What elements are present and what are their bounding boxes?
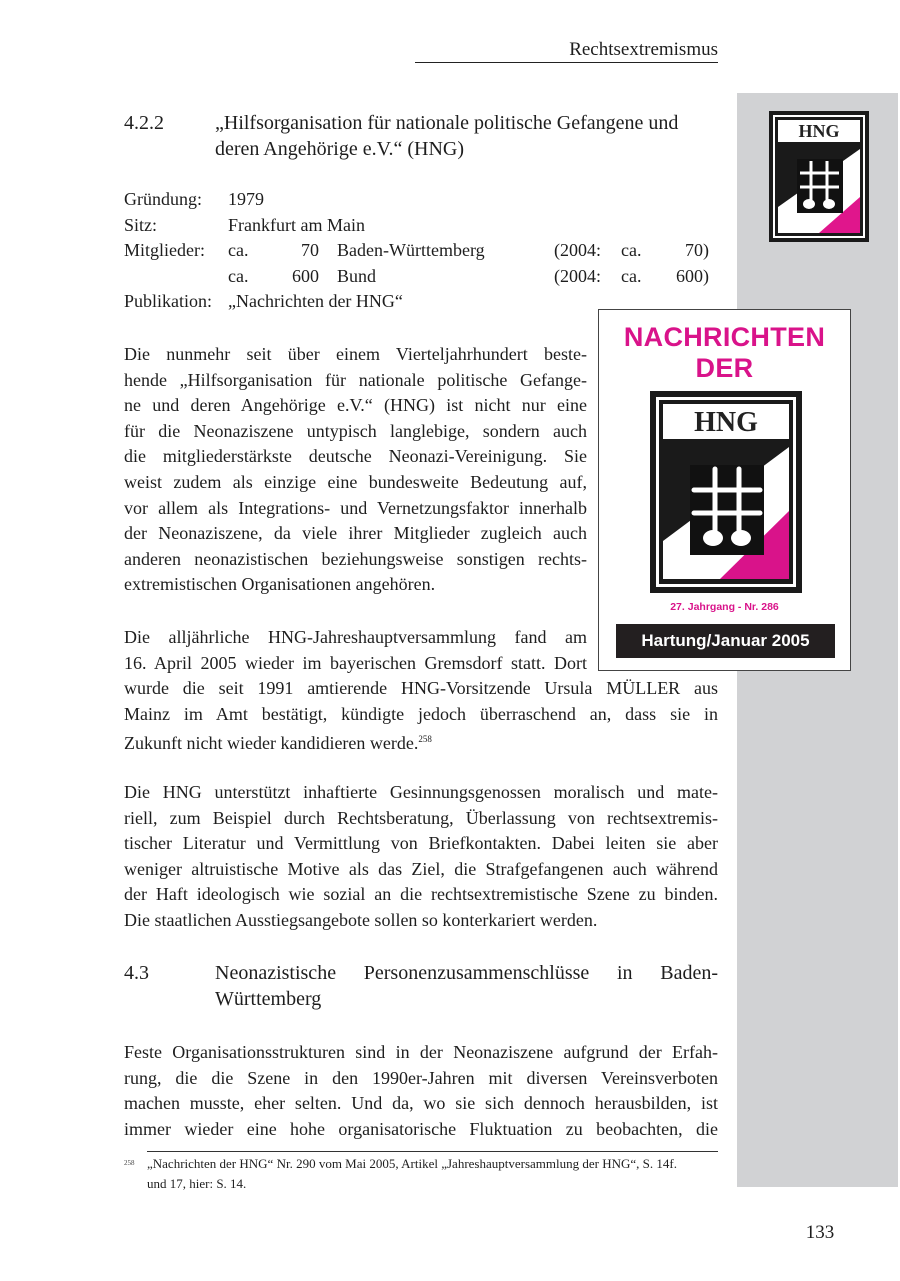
text-line: machen musste, eher selten. Und da, wo sie sich dennoch herausbilden, ist — [124, 1093, 718, 1114]
section-title — [215, 110, 720, 162]
text-line: riell, zum Beispiel durch Rechtsberatung, Überlassung von rechtsextremis- — [124, 807, 718, 828]
text-line: der Neonaziszene, da viele ihrer Mitglieder zugleich auch — [124, 523, 587, 544]
section-title-line: Württemberg — [215, 988, 322, 1010]
fact-label: Mitglieder: — [124, 240, 205, 260]
footnote-number: 258 — [124, 1159, 135, 1167]
section-number: 4.2.2 — [124, 112, 164, 134]
paragraph-1 — [124, 342, 587, 598]
hng-emblem-icon — [769, 111, 869, 242]
running-header: Rechtsextremismus — [569, 39, 718, 60]
fact-label: Gründung: — [124, 189, 202, 209]
text-line: Die nunmehr seit über einem Vierteljahrhundert beste- — [124, 344, 587, 364]
fact-value: Frankfurt am Main — [228, 214, 365, 235]
svg-text:HNG: HNG — [798, 121, 840, 141]
fact-value: 1979 — [228, 189, 264, 209]
header-rule — [415, 62, 718, 63]
text-line: der Haft ideologisch wie sozial an die rechtsextremistische Szene zu binden. — [124, 884, 718, 905]
hng-logo-small — [769, 111, 869, 242]
text-line: wurde die seit 1991 amtierende HNG-Vorsitzende Ursula MÜLLER aus — [124, 678, 718, 698]
text-line: tischer Literatur und Vermittlung von Briefkontakten. Dabei leiten sie aber — [124, 833, 718, 854]
text-line: rung, die die Szene in den 1990er-Jahren mit diversen Vereinsverboten — [124, 1067, 718, 1088]
fact-region: Baden-Württemberg — [337, 240, 485, 260]
fact-ca: ca. — [228, 265, 249, 286]
section-title-line: „Hilfsorganisation für nationale politische Gefangene und — [215, 112, 679, 134]
fact-value: „Nachrichten der HNG“ — [228, 291, 403, 311]
paragraph-2-continued — [124, 676, 718, 757]
footnote-text — [147, 1154, 718, 1194]
footnote-rule — [147, 1151, 718, 1152]
fact-prev-count: 600) — [676, 265, 709, 286]
text-line: Die alljährliche HNG-Jahreshauptversammlung fand am — [124, 627, 587, 647]
hng-emblem-icon — [650, 391, 802, 593]
text-line-with-footnote: Zukunft nicht wieder kandidieren werde.$^{258}$ — [124, 733, 432, 754]
text-line: Mainz im Amt bestätigt, kündigte jedoch überraschend an, dass sie in — [124, 703, 718, 724]
text-line: Die staatlichen Ausstiegsangebote sollen so konterkariert werden. — [124, 909, 598, 930]
text-line: immer wieder eine hohe organisatorische Fluktuation zu beobachten, die — [124, 1118, 718, 1139]
text-line: anderen neonazistischen beziehungsweise sonstigen rechts- — [124, 548, 587, 569]
cover-title-line2: DER — [695, 353, 754, 383]
paragraph-2 — [124, 625, 587, 676]
text-line: ne und deren Angehörige e.V.“ (HNG) ist nicht nur eine — [124, 395, 587, 416]
section-title-line: deren Angehörige e.V.“ (HNG) — [215, 138, 464, 160]
fact-count: 70 — [301, 240, 319, 260]
text-line: extremistischen Organisationen angehören. — [124, 574, 436, 595]
cover-date: Hartung/Januar 2005 — [616, 624, 835, 658]
cover-issue-number: 27. Jahrgang - Nr. 286 — [670, 601, 779, 613]
footnote-line: und 17, hier: S. 14. — [147, 1176, 247, 1191]
fact-prev-year: (2004: — [554, 240, 601, 260]
page-number: 133 — [805, 1222, 835, 1243]
fact-count: 600 — [292, 265, 319, 286]
fact-prev-ca: ca. — [621, 240, 642, 260]
text-line: Die HNG unterstützt inhaftierte Gesinnungsgenossen moralisch und mate- — [124, 782, 718, 802]
section-title — [215, 960, 718, 1012]
text-line: weniger altruistische Motive als das Ziel, die Strafgefangenen auch während — [124, 858, 718, 879]
fact-label: Sitz: — [124, 214, 158, 235]
fact-label: Publikation: — [124, 291, 213, 311]
fact-prev-count: 70) — [685, 240, 709, 260]
section-title-line: Neonazistische Personenzusammenschlüsse in Baden- — [215, 962, 718, 984]
fact-region: Bund — [337, 265, 377, 286]
fact-prev-ca: ca. — [621, 265, 642, 286]
paragraph-3 — [124, 780, 718, 934]
fact-prev-year: (2004: — [554, 265, 601, 286]
text-line: 16. April 2005 wieder im bayerischen Gremsdorf statt. Dort — [124, 652, 587, 673]
section-number: 4.3 — [124, 962, 149, 984]
text-line: Feste Organisationsstrukturen sind in der Neonaziszene aufgrund der Erfah- — [124, 1042, 718, 1062]
text-line: weist zudem als einzige eine bundesweite Bedeutung auf, — [124, 471, 587, 492]
footnote-ref[interactable]: 258 — [418, 734, 432, 745]
cover-title-line1: NACHRICHTEN — [623, 322, 826, 352]
text-line: vor allem als Integrations- und Vernetzungsfaktor innerhalb — [124, 497, 587, 518]
footnote-line: „Nachrichten der HNG“ Nr. 290 vom Mai 2005, Artikel „Jahreshauptversammlung der HNG“, S. 14f. — [147, 1156, 677, 1171]
svg-text:HNG: HNG — [694, 407, 758, 438]
paragraph-4 — [124, 1040, 718, 1142]
fact-ca: ca. — [228, 240, 249, 260]
text-line: die mitgliederstärkste deutsche Neonazi-Vereinigung. Sie — [124, 446, 587, 467]
magazine-cover-image — [598, 309, 851, 671]
text-line: hende „Hilfsorganisation für nationale politische Gefange- — [124, 369, 587, 390]
text-line: für die Neonaziszene untypisch langlebige, sondern auch — [124, 420, 587, 441]
